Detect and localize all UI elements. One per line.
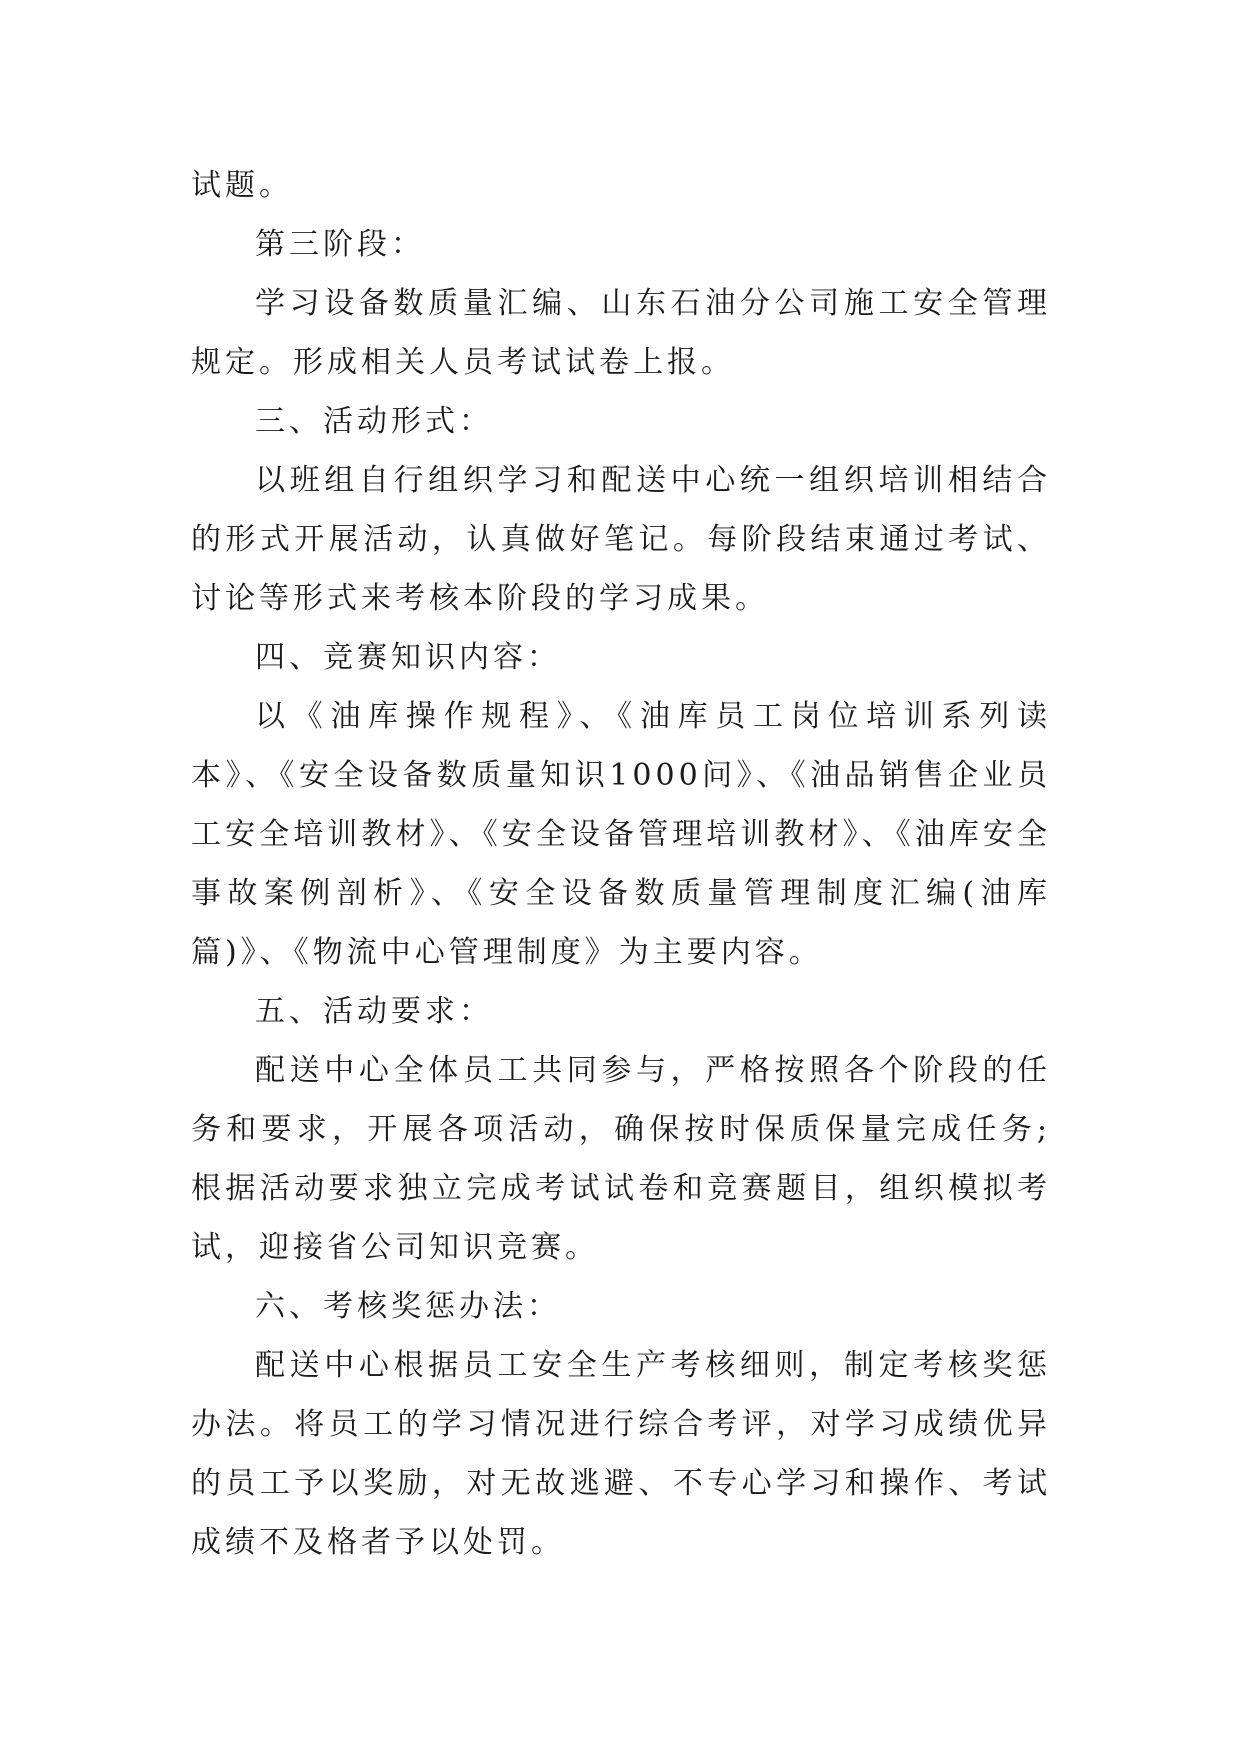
stage3-heading: 第三阶段： [255,227,425,262]
section3-body: 以班组自行组织学习和配送中心统一组织培训相结合的形式开展活动，认真做好笔记。每阶段结束通过考试、讨论等形式来考核本阶段的学习成果。 [191,463,1051,616]
section5-heading: 五、活动要求： [255,994,493,1029]
section4-heading: 四、竞赛知识内容： [255,640,561,675]
document-body [191,156,1051,1572]
paragraph-shiti: 试题。 [191,168,293,203]
section5-body: 配送中心全体员工共同参与，严格按照各个阶段的任务和要求，开展各项活动，确保按时保质保量完成任务;根据活动要求独立完成考试试卷和竞赛题目，组织模拟考试，迎接省公司知识竞赛。 [191,1053,1051,1265]
section3-heading: 三、活动形式： [255,404,493,439]
section4-body: 以《油库操作规程》、《油库员工岗位培训系列读本》、《安全设备数质量知识1000问》、《油品销售企业员工安全培训教材》、《安全设备管理培训教材》、《油库安全事故案例剖析》、《安全设备数质量管理制度汇编(油库篇)》、《物流中心管理制度》为主要内容。 [191,699,1051,970]
section6-heading: 六、考核奖惩办法： [255,1289,561,1324]
stage3-body: 学习设备数质量汇编、山东石油分公司施工安全管理规定。形成相关人员考试试卷上报。 [191,286,1051,380]
section6-body: 配送中心根据员工安全生产考核细则，制定考核奖惩办法。将员工的学习情况进行综合考评，对学习成绩优异的员工予以奖励，对无故逃避、不专心学习和操作、考试成绩不及格者予以处罚。 [191,1348,1051,1560]
